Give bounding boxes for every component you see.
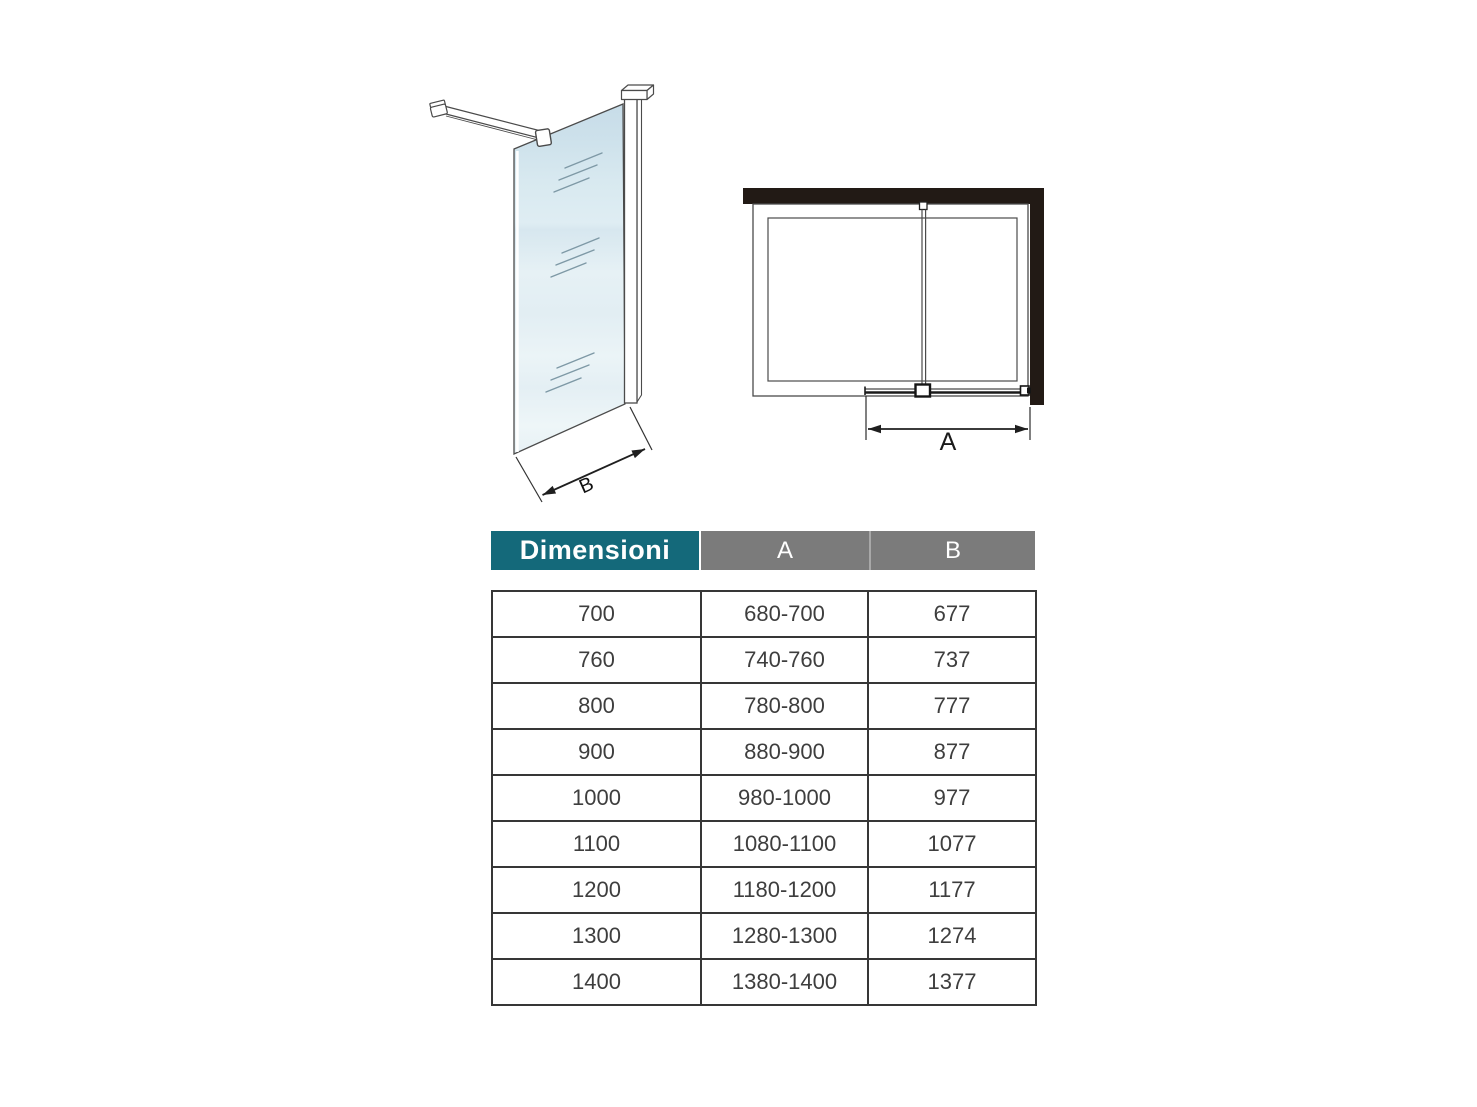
- table-cell: 877: [868, 729, 1036, 775]
- table-cell: 880-900: [701, 729, 868, 775]
- support-bar: [444, 106, 541, 139]
- table-header-row: [491, 531, 1035, 570]
- dimensions-table-grid: [491, 590, 1037, 1006]
- table-row: [492, 959, 1036, 1005]
- table-cell: 760: [492, 637, 701, 683]
- wall-anchor: [429, 100, 447, 117]
- table-row: [492, 821, 1036, 867]
- table-cell: 1180-1200: [701, 867, 868, 913]
- dimension-a-label: A: [939, 428, 957, 456]
- table-cell: 900: [492, 729, 701, 775]
- glass-outline-inner: [768, 218, 1017, 381]
- table-cell: 1377: [868, 959, 1036, 1005]
- table-row: [492, 729, 1036, 775]
- table-cell: 1080-1100: [701, 821, 868, 867]
- table-row: [492, 913, 1036, 959]
- table-cell: 1177: [868, 867, 1036, 913]
- header-cell-dimensioni: Dimensioni: [491, 531, 699, 570]
- support-pole: [922, 210, 926, 386]
- table-cell: 1280-1300: [701, 913, 868, 959]
- support-bar-clamp: [916, 385, 931, 397]
- top-view-diagram: [743, 188, 1044, 456]
- header-cell-b: B: [871, 531, 1035, 570]
- pole-cap: [920, 202, 928, 210]
- table-cell: 680-700: [701, 591, 868, 637]
- diagrams: [0, 0, 1477, 531]
- table-cell: 1200: [492, 867, 701, 913]
- dimensions-table: [491, 531, 1035, 1006]
- wall-profile-cap: [622, 85, 654, 100]
- table-cell: 1274: [868, 913, 1036, 959]
- table-cell: 677: [868, 591, 1036, 637]
- table-cell: 1400: [492, 959, 701, 1005]
- glass-outline-outer: [753, 204, 1028, 396]
- dimensions-table-body: [492, 591, 1036, 1005]
- table-cell: 1077: [868, 821, 1036, 867]
- table-cell: 977: [868, 775, 1036, 821]
- table-cell: 700: [492, 591, 701, 637]
- table-cell: 740-760: [701, 637, 868, 683]
- table-cell: 980-1000: [701, 775, 868, 821]
- table-row: [492, 591, 1036, 637]
- glass-panel: [514, 104, 625, 454]
- table-cell: 1380-1400: [701, 959, 868, 1005]
- table-cell: 777: [868, 683, 1036, 729]
- wall-top-bar: [743, 188, 1044, 204]
- wall-profile: [625, 98, 638, 403]
- table-cell: 1000: [492, 775, 701, 821]
- glass-clamp: [535, 129, 551, 147]
- header-cell-a: A: [701, 531, 869, 570]
- table-cell: 737: [868, 637, 1036, 683]
- table-cell: 800: [492, 683, 701, 729]
- table-cell: 1300: [492, 913, 701, 959]
- table-row: [492, 867, 1036, 913]
- table-cell: 780-800: [701, 683, 868, 729]
- wall-side-bar: [1030, 188, 1044, 405]
- wall-profile-back: [637, 97, 642, 403]
- table-row: [492, 683, 1036, 729]
- support-bar-plan: [865, 387, 1030, 396]
- table-row: [492, 775, 1036, 821]
- wall-connector: [1021, 386, 1032, 395]
- table-row: [492, 637, 1036, 683]
- table-cell: 1100: [492, 821, 701, 867]
- side-view-diagram: [429, 85, 653, 502]
- dimension-b-label: B: [575, 472, 598, 499]
